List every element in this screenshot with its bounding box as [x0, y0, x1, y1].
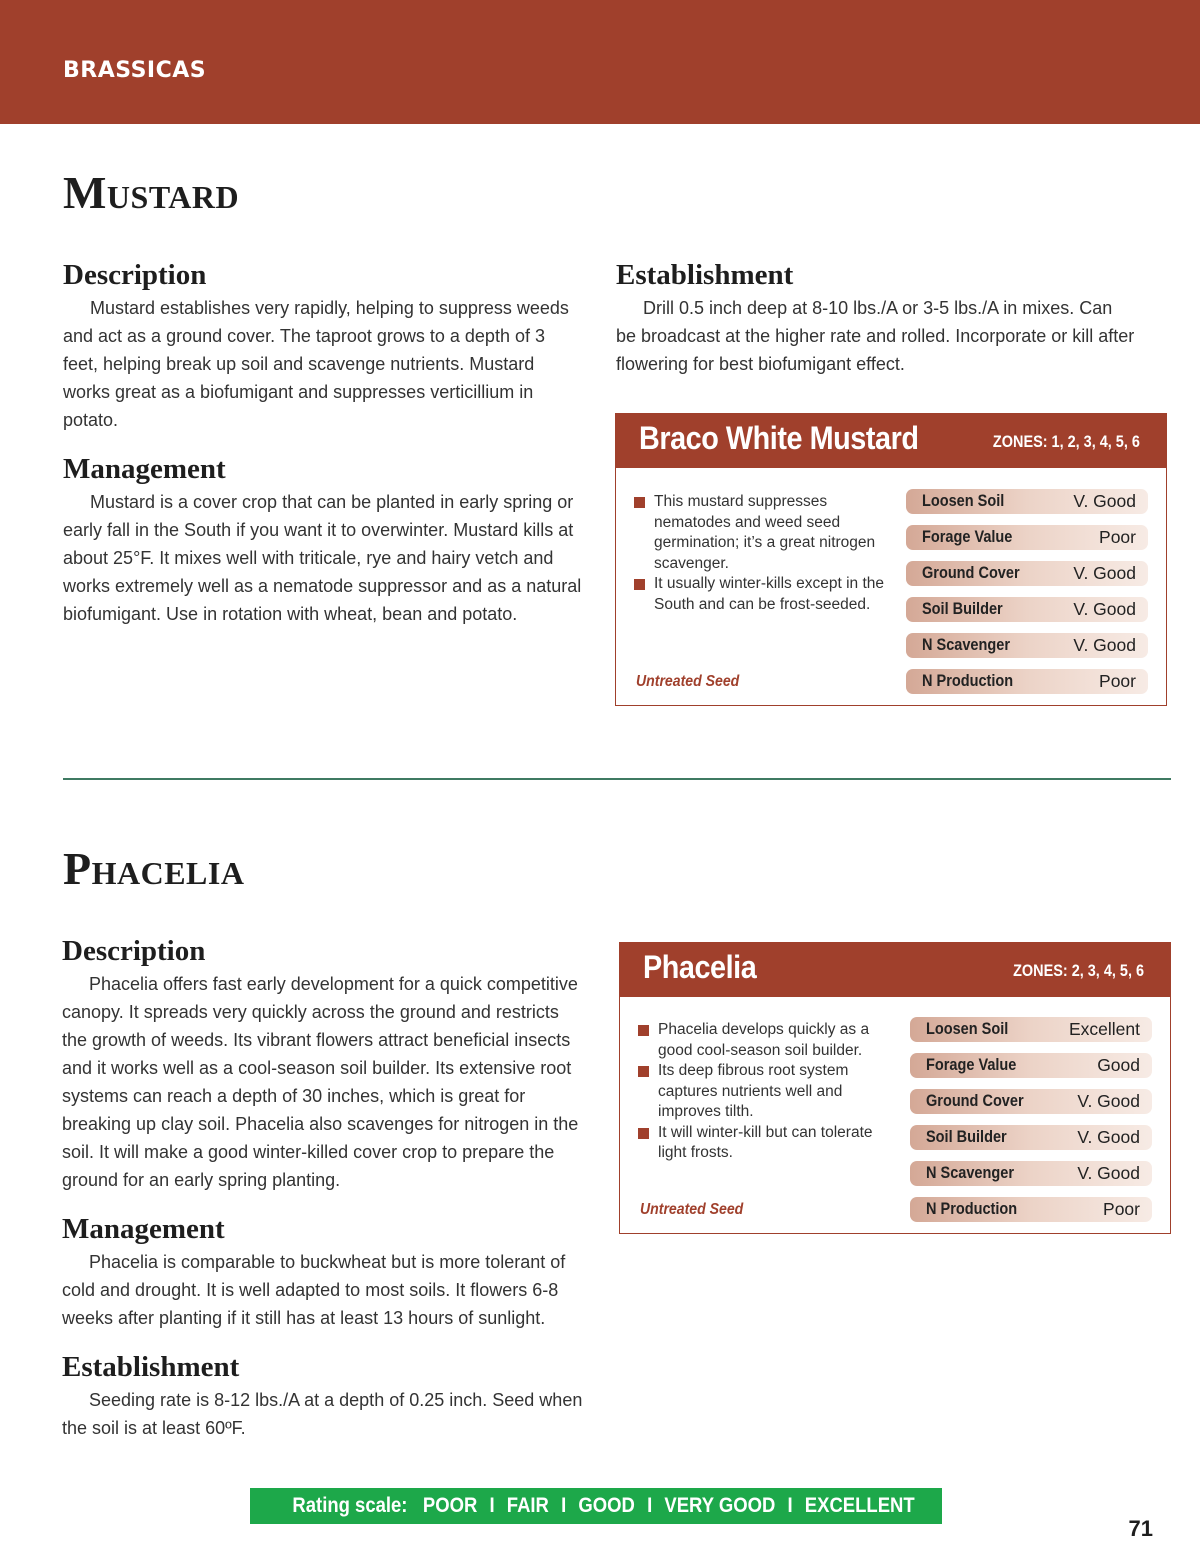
list-item: It usually winter-kills except in the South and can be frost-seeded.: [634, 574, 884, 615]
phacelia-management-heading: Management: [62, 1212, 225, 1245]
square-bullet-icon: [638, 1066, 649, 1077]
product-name: Phacelia: [643, 949, 757, 985]
section-divider: [63, 778, 1171, 780]
phacelia-establishment-section: [62, 1352, 586, 1442]
rating-row-ground-cover: Ground Cover V. Good: [906, 561, 1148, 586]
ratings-list: [910, 1017, 1152, 1233]
rating-row-soil-builder: Soil Builder V. Good: [906, 597, 1148, 622]
mustard-management-text: Mustard is a cover crop that can be planted in early spring or early fall in the South if you want it to overwinter. Mustard kills at about 25°F. It mixes well with triticale, rye and hairy vetch and works extremely well as a nematode suppressor and as a natural biofumigant. Use in rotation with wheat, bean and potato.: [63, 491, 582, 624]
square-bullet-icon: [634, 579, 645, 590]
phacelia-description-text: Phacelia offers fast early development for a quick competitive canopy. It spreads very quickly across the ground and restricts the growth of weeds. Its vibrant flowers attract beneficial insects and it works well as a cool-season soil builder. Its extensive root systems can reach a depth of 30 inches, which is great for breaking up clay soil. Phacelia also scavenges for nitrogen in the soil. It will make a good winter-killed cover crop to prepare the ground for an early spring planting.: [62, 973, 579, 1190]
rating-level-good: GOOD: [578, 1494, 635, 1517]
separator: I: [647, 1494, 653, 1517]
mustard-establishment-text: Drill 0.5 inch deep at 8-10 lbs./A or 3-5 lbs./A in mixes. Can be broadcast at the higher rate and rolled. Incorporate or kill after flowering for best biofumigant effect.: [616, 297, 1135, 374]
mustard-title: Mustard: [63, 167, 240, 218]
mustard-management-heading: Management: [63, 452, 226, 485]
square-bullet-icon: [638, 1128, 649, 1139]
mustard-establishment-heading: Establishment: [616, 259, 794, 291]
list-item: It will winter-kill but can tolerate light frosts.: [638, 1123, 890, 1164]
rating-level-fair: FAIR: [506, 1494, 549, 1517]
zones-label: ZONES: 2, 3, 4, 5, 6: [1013, 961, 1144, 980]
phacelia-title: Phacelia: [63, 843, 245, 894]
mustard-description-section: [63, 260, 583, 434]
rating-scale-label: Rating scale:: [292, 1494, 408, 1517]
rating-row-forage-value: Forage Value Poor: [906, 525, 1148, 550]
mustard-left-column: [63, 260, 583, 628]
phacelia-establishment-heading: Establishment: [62, 1350, 240, 1383]
mustard-description-heading: Description: [63, 259, 207, 291]
mustard-management-section: [63, 454, 583, 628]
rating-level-very-good: VERY GOOD: [664, 1494, 776, 1517]
list-item: Phacelia develops quickly as a good cool-season soil builder.: [638, 1020, 890, 1061]
phacelia-management-text: Phacelia is comparable to buckwheat but is more tolerant of cold and drought. It is well adapted to most soils. It flowers 6-8 weeks after planting if it still has at least 13 hours of sunlight.: [62, 1251, 566, 1328]
mustard-product-card: [615, 413, 1167, 706]
phacelia-left-column: [62, 936, 586, 1442]
rating-row-n-production: N Production Poor: [906, 669, 1148, 694]
section-label: BRASSICAS: [63, 58, 207, 83]
rating-row-ground-cover: Ground Cover V. Good: [910, 1089, 1152, 1114]
card-header: [616, 414, 1166, 468]
rating-level-excellent: EXCELLENT: [804, 1494, 915, 1517]
mustard-description-text: Mustard establishes very rapidly, helping to suppress weeds and act as a ground cover. The taproot grows to a depth of 3 feet, helping break up soil and scavenge nutrients. Mustard works great as a biofumigant and suppresses verticillium in potato.: [63, 297, 569, 430]
rating-row-n-production: N Production Poor: [910, 1197, 1152, 1222]
phacelia-establishment-text: Seeding rate is 8-12 lbs./A at a depth of 0.25 inch. Seed when the soil is at least 60ºF.: [62, 1389, 583, 1438]
rating-row-loosen-soil: Loosen Soil Excellent: [910, 1017, 1152, 1042]
separator: I: [489, 1494, 495, 1517]
mustard-establishment-section: [616, 260, 1136, 378]
seed-note: Untreated Seed: [636, 673, 740, 690]
phacelia-management-section: [62, 1214, 586, 1332]
separator: I: [787, 1494, 793, 1517]
rating-row-n-scavenger: N Scavenger V. Good: [910, 1161, 1152, 1186]
card-header: [620, 943, 1170, 997]
product-bullets: [638, 1020, 890, 1164]
page-number: 71: [1128, 1516, 1153, 1541]
list-item: This mustard suppresses nematodes and weed seed germination; it’s a great nitrogen scavenger.: [634, 492, 884, 574]
phacelia-description-heading: Description: [62, 935, 206, 967]
seed-note: Untreated Seed: [640, 1201, 744, 1218]
rating-scale-bar: [250, 1488, 942, 1524]
list-item: Its deep fibrous root system captures nutrients well and improves tilth.: [638, 1061, 890, 1123]
phacelia-description-section: [62, 936, 586, 1194]
rating-row-loosen-soil: Loosen Soil V. Good: [906, 489, 1148, 514]
rating-row-soil-builder: Soil Builder V. Good: [910, 1125, 1152, 1150]
section-header-band: [0, 0, 1200, 124]
square-bullet-icon: [634, 497, 645, 508]
zones-label: ZONES: 1, 2, 3, 4, 5, 6: [993, 432, 1140, 451]
phacelia-product-card: [619, 942, 1171, 1234]
separator: I: [561, 1494, 567, 1517]
square-bullet-icon: [638, 1025, 649, 1036]
rating-row-forage-value: Forage Value Good: [910, 1053, 1152, 1078]
mustard-right-column: [616, 260, 1136, 378]
product-bullets: [634, 492, 884, 615]
product-name: Braco White Mustard: [639, 420, 919, 456]
ratings-list: [906, 489, 1148, 705]
rating-row-n-scavenger: N Scavenger V. Good: [906, 633, 1148, 658]
rating-level-poor: POOR: [422, 1494, 478, 1517]
